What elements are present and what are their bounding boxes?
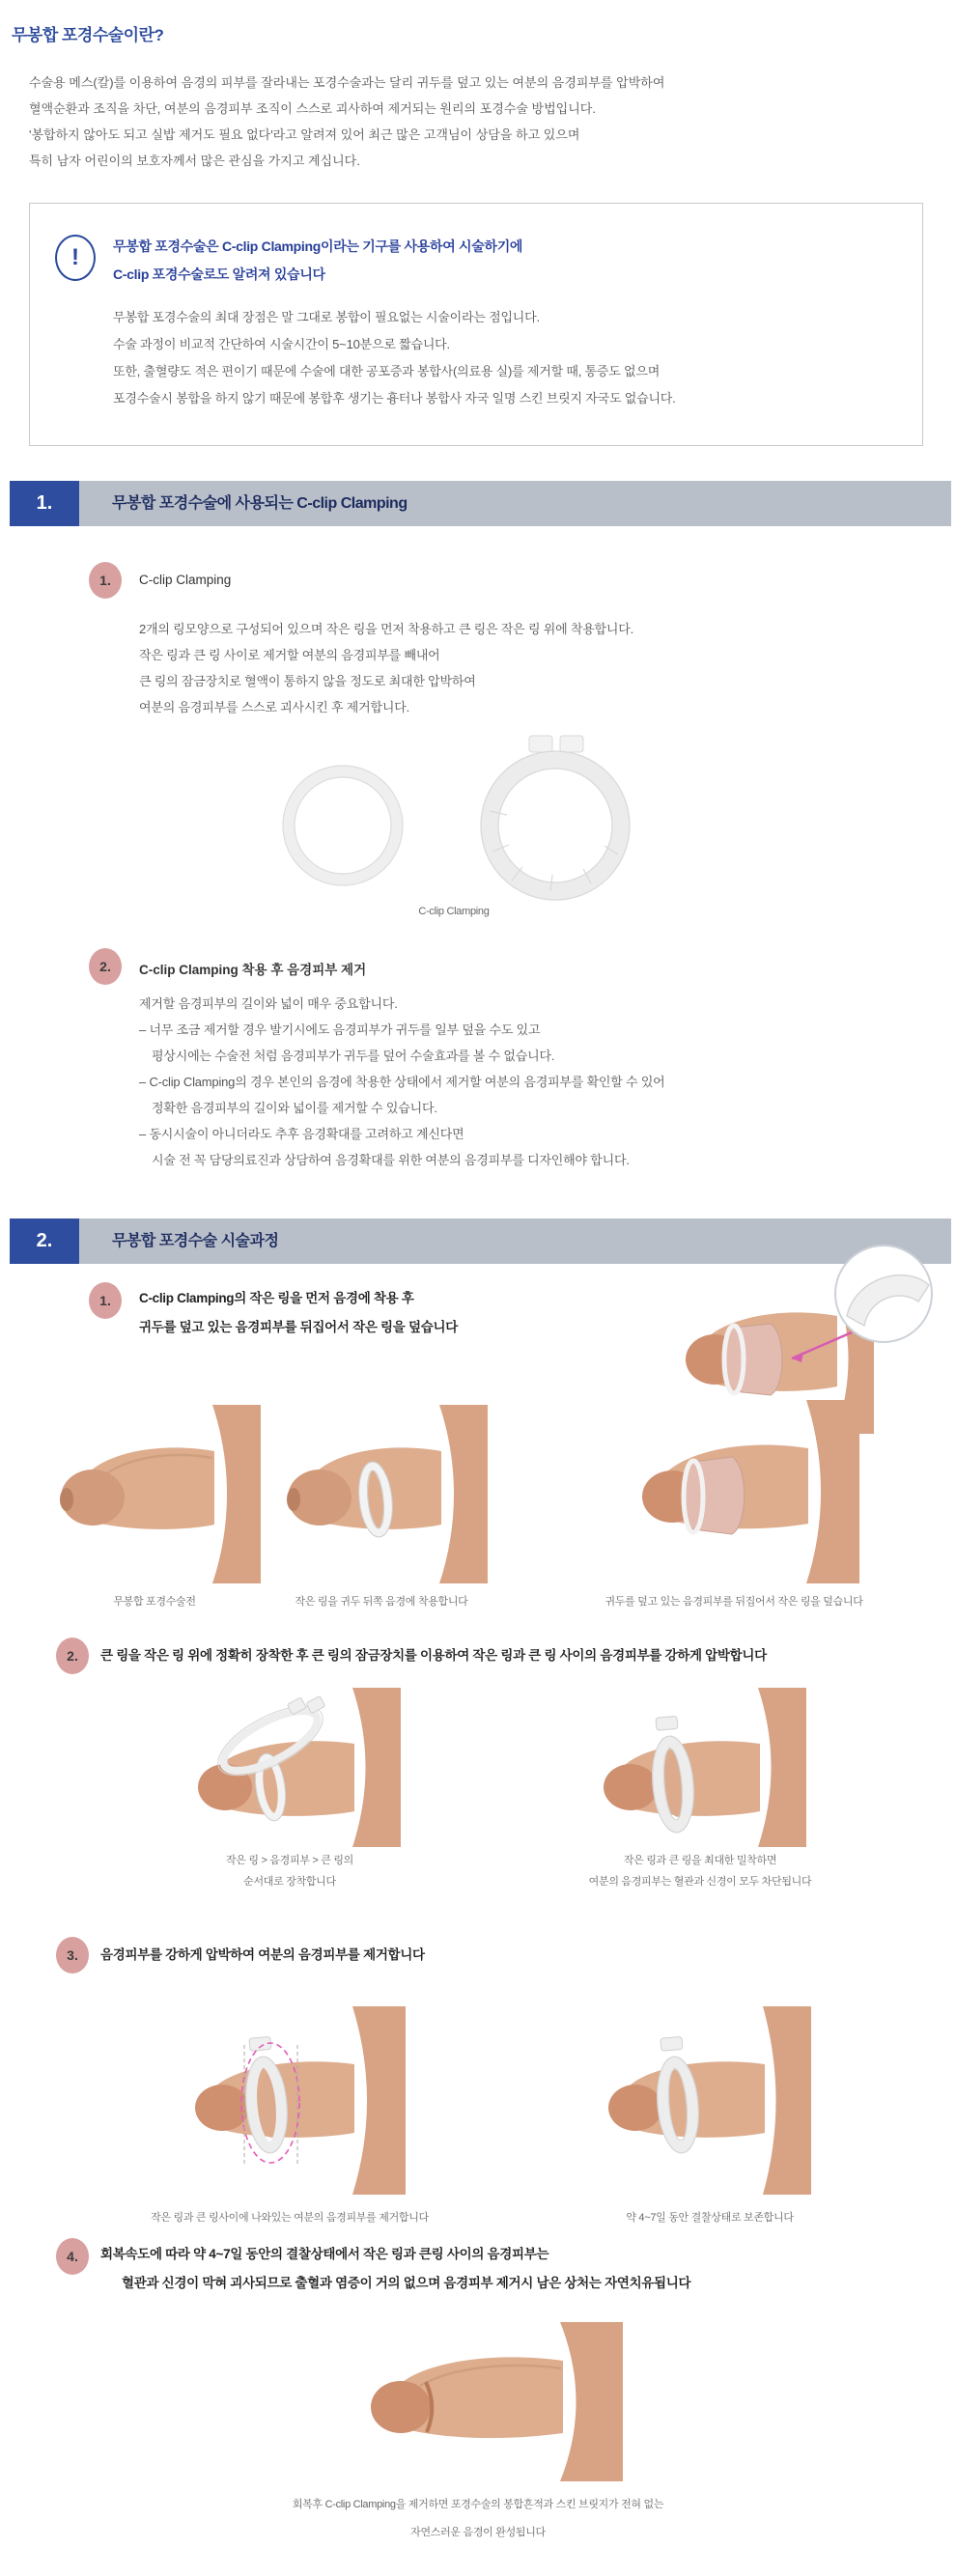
large-ring-icon xyxy=(481,736,630,900)
item1-body-line: 큰 링의 잠금장치로 혈액이 통하지 않을 정도로 최대한 압박하여 xyxy=(139,674,476,688)
item2-body-line: 제거할 음경피부의 길이와 넓이 매우 중요합니다. xyxy=(139,996,398,1011)
item2-body-line: – C-clip Clamping의 경우 본인의 음경에 착용한 상태에서 제거할 여분의 음경피부를 확인할 수 있어 xyxy=(139,1075,665,1089)
section1-header xyxy=(10,481,951,526)
illustration-excess-skin-marked xyxy=(155,1987,406,2195)
caption-line: 여분의 음경피부는 혈관과 신경이 모두 차단됩니다 xyxy=(588,1876,812,1888)
item2-body-line: 정확한 음경피부의 길이와 넓이를 제거할 수 있습니다. xyxy=(152,1101,437,1115)
item1-body-line: 작은 링과 큰 링 사이로 제거할 여분의 음경피부를 빼내어 xyxy=(139,648,440,662)
step2-caption-left xyxy=(159,1850,420,1892)
intro-paragraph xyxy=(29,70,927,174)
item1-number-badge: 1. xyxy=(89,562,122,599)
step3-caption-left: 작은 링과 큰 링사이에 나와있는 여분의 음경피부를 제거합니다 xyxy=(151,2212,429,2224)
step2-caption-right xyxy=(541,1850,859,1892)
intro-line: 특히 남자 어린이의 보호자께서 많은 관심을 가지고 계십니다. xyxy=(29,154,360,168)
item2-number-badge: 2. xyxy=(89,948,122,985)
illustration-large-ring-placement xyxy=(159,1688,401,1847)
step4-text-line: 혈관과 신경이 막혀 괴사되므로 출혈과 염증이 거의 없으며 음경피부 제거시 남은 상처는 자연치유됩니다 xyxy=(122,2276,691,2290)
item2-body-line: 시술 전 꼭 담당의료진과 상담하여 음경확대를 위한 여분의 음경피부를 디자인해야 합니다. xyxy=(152,1153,630,1167)
notice-headline xyxy=(113,233,676,289)
notice-box xyxy=(29,203,923,446)
illustration-pre-op xyxy=(48,1405,261,1583)
intro-line: 혈액순환과 조직을 차단, 여분의 음경피부 조직이 스스로 괴사하여 제거되는 원리의 포경수술 방법입니다. xyxy=(29,101,596,116)
step3-number-badge: 3. xyxy=(56,1937,89,1974)
notice-body-line: 포경수술시 봉합을 하지 않기 때문에 봉합후 생기는 흉터나 봉합사 자국 일명 스킨 브릿지 자국도 없습니다. xyxy=(113,391,676,406)
notice-body-line: 또한, 출혈량도 적은 편이기 때문에 수술에 대한 공포증과 봉합사(의료용 실)를 제거할 때, 통증도 없으며 xyxy=(113,364,661,378)
step1-text-line: 귀두를 덮고 있는 음경피부를 뒤집어서 작은 링을 덮습니다 xyxy=(139,1320,458,1334)
item2-body-line: – 너무 조금 제거할 경우 발기시에도 음경피부가 귀두를 일부 덮을 수도 있고 xyxy=(139,1022,541,1037)
item1-body-line: 2개의 링모양으로 구성되어 있으며 작은 링을 먼저 착용하고 큰 링은 작은 링 위에 착용합니다. xyxy=(139,622,634,636)
item2-body-line: 평상시에는 수술전 처럼 음경피부가 귀두를 덮어 수술효과를 볼 수 없습니다. xyxy=(152,1049,555,1063)
caption-line: 회복후 C-clip Clamping을 제거하면 포경수술의 봉합흔적과 스킨 브릿지가 전혀 없는 xyxy=(292,2499,664,2510)
item1-title: C-clip Clamping xyxy=(139,573,232,587)
item2-title: C-clip Clamping 착용 후 음경피부 제거 xyxy=(139,963,367,977)
step2-text: 큰 링을 작은 링 위에 정확히 장착한 후 큰 링의 잠금장치를 이용하여 작은 링과 큰 링 사이의 음경피부를 강하게 압박합니다 xyxy=(100,1648,767,1663)
illustration-final-result xyxy=(343,2322,623,2481)
page-title: 무봉합 포경수술이란? xyxy=(12,26,164,44)
illustration-rings-clamped xyxy=(565,1688,806,1847)
notice-headline-line: 무봉합 포경수술은 C-clip Clamping이라는 기구를 사용하여 시술하기에 xyxy=(113,238,523,254)
caption-line: 자연스러운 음경이 완성됩니다 xyxy=(410,2527,546,2538)
step1-text xyxy=(139,1284,641,1342)
section1-number: 1. xyxy=(10,481,79,526)
item1-body xyxy=(139,616,912,720)
illustration-small-ring-applied xyxy=(275,1405,488,1583)
item2-body-line: – 동시시술이 아니더라도 추후 음경확대를 고려하고 계신다면 xyxy=(139,1127,464,1141)
item1-body-line: 여분의 음경피부를 스스로 괴사시킨 후 제거합니다. xyxy=(139,700,409,714)
caption-line: 작은 링 > 음경피부 > 큰 링의 xyxy=(225,1855,354,1866)
step4-text-line: 회복속도에 따라 약 4~7일 동안의 결찰상태에서 작은 링과 큰링 사이의 음경피부는 xyxy=(100,2247,549,2261)
section2-title: 무봉합 포경수술 시술과정 xyxy=(112,1233,279,1249)
notice-headline-line: C-clip 포경수술로도 알려져 있습니다 xyxy=(113,266,325,282)
c-clip-rings-figure xyxy=(222,734,686,908)
step1-caption: 무봉합 포경수술전 xyxy=(113,1596,196,1608)
notice-body xyxy=(113,304,676,412)
small-ring-icon xyxy=(283,766,403,885)
illustration-skin-folded-over-ring xyxy=(608,1400,859,1583)
intro-line: 수술용 메스(칼)를 이용하여 음경의 피부를 잘라내는 포경수술과는 달리 귀두를 덮고 있는 여분의 음경피부를 압박하여 xyxy=(29,75,665,90)
notice-body-line: 무봉합 포경수술의 최대 장점은 말 그대로 봉합이 필요없는 시술이라는 점입니다. xyxy=(113,310,540,324)
exclamation-icon: ! xyxy=(55,235,96,281)
illustration-ligated-state xyxy=(570,1987,811,2195)
step1-caption: 작은 링을 귀두 뒤쪽 음경에 착용합니다 xyxy=(295,1596,468,1608)
step3-caption-right: 약 4~7일 동안 결찰상태로 보존합니다 xyxy=(626,2212,794,2224)
step4-caption xyxy=(188,2491,768,2547)
step1-caption: 귀두를 덮고 있는 음경피부를 뒤집어서 작은 링을 덮습니다 xyxy=(605,1596,863,1608)
caption-line: 작은 링과 큰 링을 최대한 밀착하면 xyxy=(623,1855,777,1866)
step4-number-badge: 4. xyxy=(56,2238,89,2275)
step3-text: 음경피부를 강하게 압박하여 여분의 음경피부를 제거합니다 xyxy=(100,1947,425,1962)
step4-text xyxy=(100,2240,941,2298)
caption-line: 순서대로 장착합니다 xyxy=(243,1876,336,1888)
step1-text-line: C-clip Clamping의 작은 링을 먼저 음경에 착용 후 xyxy=(139,1291,414,1305)
rings-figure-caption: C-clip Clamping xyxy=(418,906,490,917)
item2-body xyxy=(139,991,931,1173)
section2-number: 2. xyxy=(10,1218,79,1264)
intro-line: '봉합하지 않아도 되고 실밥 제거도 필요 없다'라고 알려져 있어 최근 많은 고객님이 상담을 하고 있으며 xyxy=(29,127,580,142)
step2-number-badge: 2. xyxy=(56,1638,89,1674)
section1-title: 무봉합 포경수술에 사용되는 C-clip Clamping xyxy=(112,495,408,512)
step1-number-badge: 1. xyxy=(89,1282,122,1319)
notice-body-line: 수술 과정이 비교적 간단하여 시술시간이 5~10분으로 짧습니다. xyxy=(113,337,450,351)
